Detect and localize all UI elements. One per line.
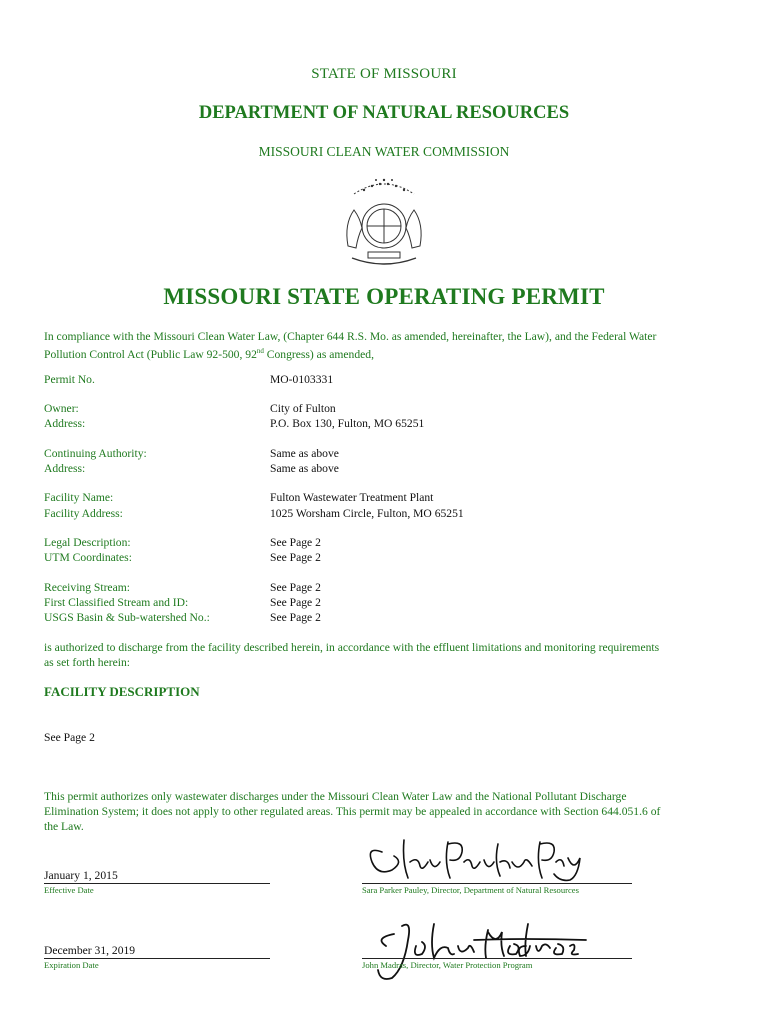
authorization-line-2: as set forth herein: [44, 656, 130, 669]
header-commission: MISSOURI CLEAN WATER COMMISSION [258, 144, 510, 159]
authorization-paragraph [44, 640, 724, 670]
effective-date-label: Effective Date [44, 885, 94, 895]
missouri-state-seal [334, 176, 434, 272]
intro-line-1: In compliance with the Missouri Clean Water Law, (Chapter 644 R.S. Mo. as amended, hereinafter, the Law), and the Federal Water [44, 330, 657, 343]
header-department: DEPARTMENT OF NATURAL RESOURCES [198, 103, 570, 123]
effective-date-line [44, 883, 270, 884]
authorization-line-1: is authorized to discharge from the facility described herein, in accordance with the effluent limitations and monitoring requirements [44, 641, 660, 654]
law-notice-line-2: Elimination System; it does not apply to other regulated areas. This permit may be appealed in accordance with Section 644.051.6 of [44, 805, 661, 818]
permit-title: MISSOURI STATE OPERATING PERMIT [163, 284, 605, 309]
expiration-date: December 31, 2019 [44, 944, 136, 957]
effective-date: January 1, 2015 [44, 869, 118, 882]
law-notice-paragraph [44, 789, 724, 834]
intro-paragraph [44, 329, 724, 362]
expiration-date-label: Expiration Date [44, 960, 99, 970]
director-1-signature [364, 832, 594, 884]
header-state: STATE OF MISSOURI [311, 66, 457, 82]
facility-description-heading: FACILITY DESCRIPTION [44, 684, 200, 699]
intro-line-2: Pollution Control Act (Public Law 92-500, 92nd Congress) as amended, [44, 347, 374, 361]
director-2-name: John Madras, Director, Water Protection Program [362, 960, 533, 970]
director-2-signature-line [362, 958, 632, 959]
director-1-name: Sara Parker Pauley, Director, Department of Natural Resources [362, 885, 579, 895]
director-1-signature-line [362, 883, 632, 884]
facility-description-body: See Page 2 [44, 731, 95, 744]
director-2-signature [364, 916, 594, 986]
expiration-date-line [44, 958, 270, 959]
law-notice-line-1: This permit authorizes only wastewater discharges under the Missouri Clean Water Law and the National Pollutant Discharge [44, 790, 627, 803]
law-notice-line-3: the Law. [44, 820, 84, 833]
